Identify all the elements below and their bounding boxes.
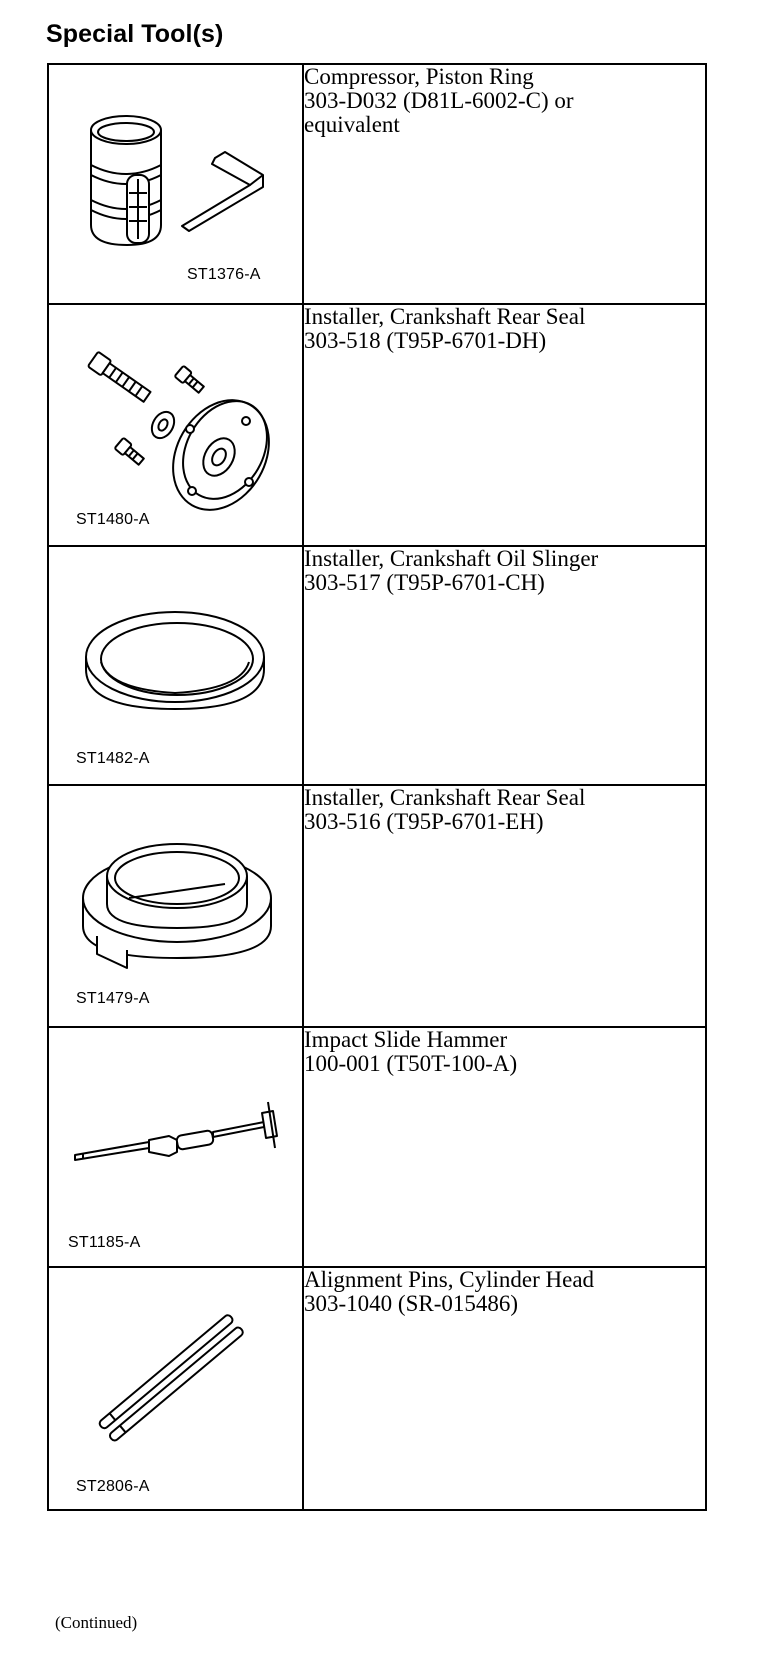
tool-name: Impact Slide Hammer [304, 1027, 508, 1052]
table-row [48, 64, 706, 304]
tool-image-cell [48, 1267, 303, 1510]
piston-ring-compressor-illustration [49, 65, 302, 305]
tool-description [303, 304, 706, 546]
tool-number: 303-518 (T95P-6701-DH) [304, 328, 547, 353]
alignment-pins-illustration [49, 1268, 302, 1511]
tool-description [303, 64, 706, 304]
section-title: Special Tool(s) [46, 20, 224, 48]
tool-name: Alignment Pins, Cylinder Head [304, 1267, 595, 1292]
tool-code: ST1480-A [76, 511, 150, 528]
table-row [48, 1267, 706, 1510]
tool-name: Compressor, Piston Ring [304, 64, 534, 89]
special-tools-table [47, 63, 707, 1511]
tool-image-cell [48, 1027, 303, 1267]
tool-number: 303-D032 (D81L-6002-C) or [304, 88, 574, 113]
tool-description [303, 546, 706, 785]
table-row [48, 785, 706, 1027]
tool-note: equivalent [304, 112, 400, 137]
continued-note: (Continued) [55, 1613, 138, 1632]
tool-number: 303-516 (T95P-6701-EH) [304, 809, 544, 834]
tool-code: ST1376-A [187, 266, 261, 283]
table-row [48, 1027, 706, 1267]
tool-description [303, 1027, 706, 1267]
table-row [48, 546, 706, 785]
tool-name: Installer, Crankshaft Rear Seal [304, 304, 586, 329]
tool-code: ST2806-A [76, 1478, 150, 1495]
tool-description [303, 1267, 706, 1510]
tool-name: Installer, Crankshaft Oil Slinger [304, 546, 599, 571]
tool-image-cell [48, 785, 303, 1027]
table-row [48, 304, 706, 546]
tool-code: ST1479-A [76, 990, 150, 1007]
tool-image-cell [48, 546, 303, 785]
tool-number: 303-1040 (SR-015486) [304, 1291, 519, 1316]
tool-image-cell [48, 304, 303, 546]
tool-description [303, 785, 706, 1027]
slide-hammer-illustration [49, 1028, 302, 1268]
tool-code: ST1185-A [68, 1234, 141, 1251]
tool-name: Installer, Crankshaft Rear Seal [304, 785, 586, 810]
tool-image-cell [48, 64, 303, 304]
tool-number: 303-517 (T95P-6701-CH) [304, 570, 545, 595]
tool-number: 100-001 (T50T-100-A) [304, 1051, 518, 1076]
tool-code: ST1482-A [76, 750, 150, 767]
